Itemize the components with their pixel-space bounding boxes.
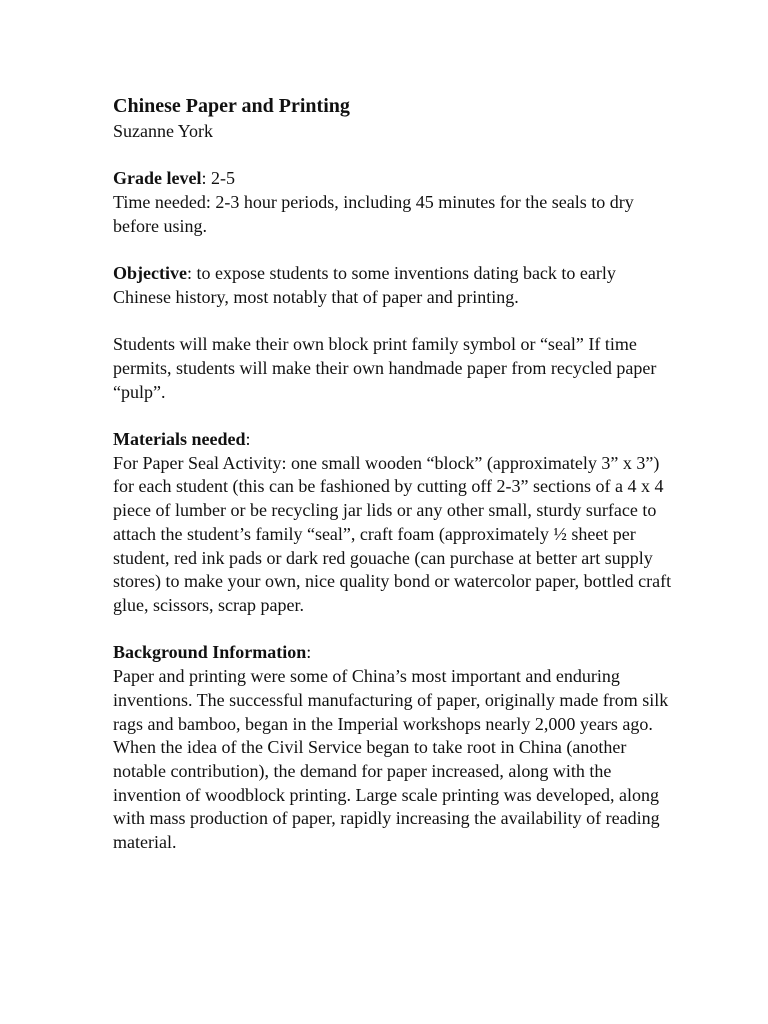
objective-paragraph [113, 262, 673, 309]
time-needed-text: Time needed: 2-3 hour periods, including 45 minutes for the seals to dry before using. [113, 192, 634, 236]
spacer [113, 310, 673, 334]
background-text: Paper and printing were some of China’s most important and enduring inventions. The successful manufacturing of paper, originally made from silk rags and bamboo, began in the Imperial workshops nearly 2,000 years ago. When the idea of the Civil Service began to take root in China (another notable contribution), the demand for paper increased, along with the invention of woodblock printing. Large scale printing was developed, along with mass production of paper, rapidly increasing the availability of reading material. [113, 666, 669, 853]
seal-paragraph: Students will make their own block print family symbol or “seal” If time permits, students will make their own handmade paper from recycled paper “pulp”. [113, 334, 657, 402]
spacer [113, 404, 673, 428]
objective-text: : to expose students to some inventions dating back to early Chinese history, most notably that of paper and printing. [113, 263, 616, 307]
spacer [113, 618, 673, 642]
grade-level-value: : 2-5 [201, 168, 235, 189]
background-heading [113, 641, 673, 665]
author-name: Suzanne York [113, 121, 214, 141]
background-colon: : [306, 642, 312, 663]
spacer [113, 144, 673, 168]
materials-colon: : [245, 429, 251, 450]
document-page [113, 92, 673, 855]
grade-level-label: Grade level [113, 168, 202, 189]
spacer [113, 239, 673, 263]
materials-label: Materials needed [113, 429, 246, 450]
materials-text: For Paper Seal Activity: one small wooden “block” (approximately 3” x 3”) for each student (this can be fashioned by cutting off 2-3” sections of a 4 x 4 piece of lumber or be recycling jar lids or any other small, sturdy surface to attach the student’s family “seal”, craft foam (approximately ½ sheet per student, red ink pads or dark red gouache (can purchase at better art supply stores) to make your own, nice quality bond or watercolor paper, bottled craft glue, scissors, scrap paper. [113, 452, 672, 615]
objective-label: Objective [113, 263, 187, 284]
background-label: Background Information [113, 642, 307, 663]
materials-heading [113, 428, 673, 452]
grade-level-line [113, 167, 673, 191]
document-title: Chinese Paper and Printing [113, 95, 350, 117]
